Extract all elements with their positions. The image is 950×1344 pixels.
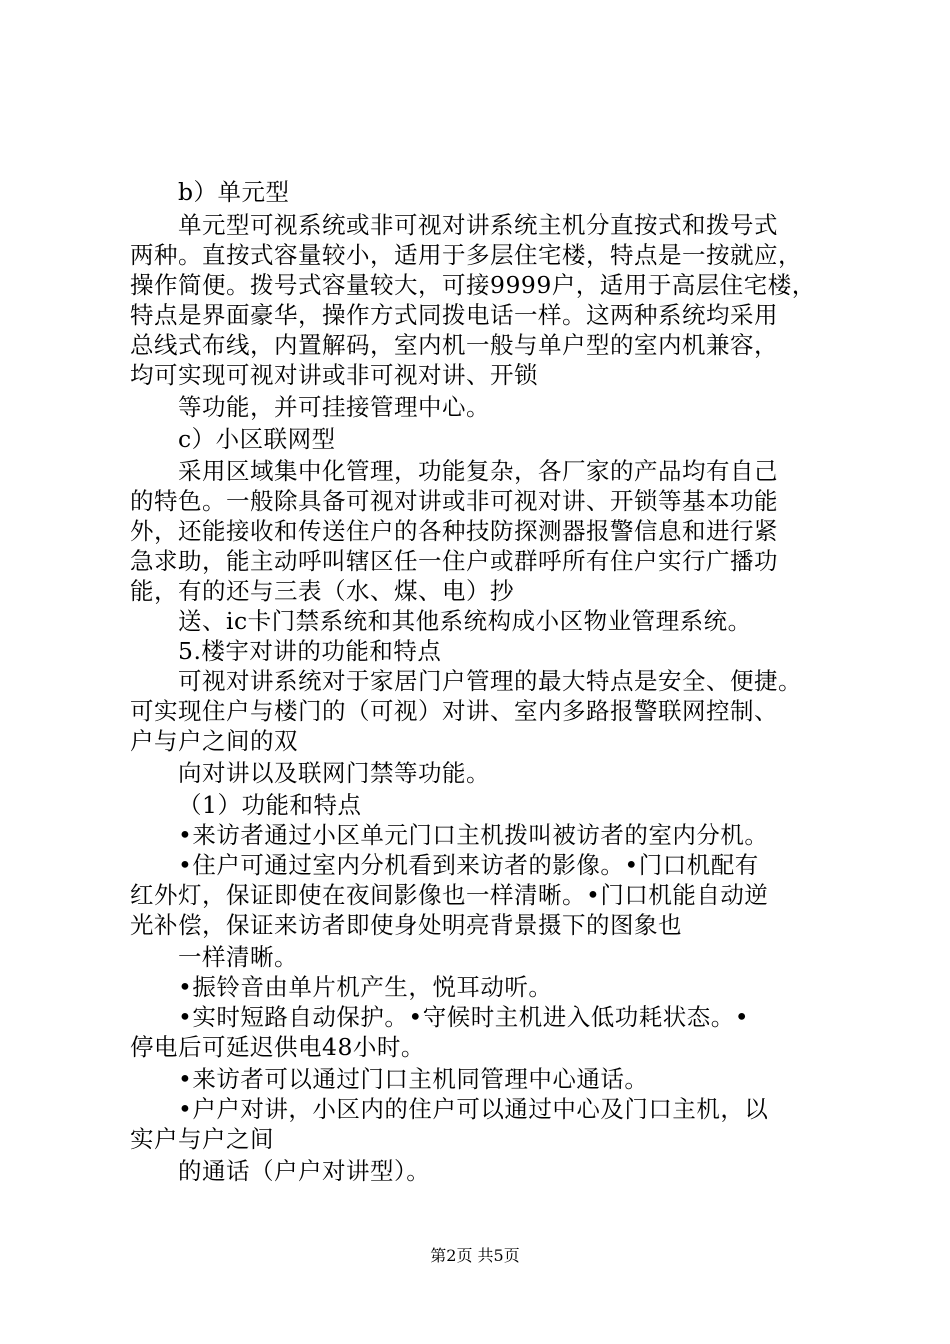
heading-unit-type: b）单元型 <box>178 178 290 206</box>
text-line: 单元型可视系统或非可视对讲系统主机分直按式和拨号式 <box>178 211 778 239</box>
text-line: 红外灯，保证即使在夜间影像也一样清晰。•门口机能自动逆 <box>130 881 769 909</box>
text-line: 送、ic卡门禁系统和其他系统构成小区物业管理系统。 <box>178 607 752 635</box>
text-line: 急求助，能主动呼叫辖区任一住户或群呼所有住户实行广播功 <box>130 547 778 575</box>
text-line: 停电后可延迟供电48小时。 <box>130 1033 425 1061</box>
page-footer: 第2页 共5页 <box>430 1246 520 1265</box>
text-line: 两种。直按式容量较小，适用于多层住宅楼，特点是一按就应， <box>130 241 802 269</box>
text-line: 的特色。一般除具备可视对讲或非可视对讲、开锁等基本功能 <box>130 487 778 515</box>
bullet-item: •来访者通过小区单元门口主机拨叫被访者的室内分机。 <box>178 821 769 849</box>
text-line: 户与户之间的双 <box>130 727 298 755</box>
bullet-item: •实时短路自动保护。•守候时主机进入低功耗状态。• <box>178 1003 750 1031</box>
bullet-item: •住户可通过室内分机看到来访者的影像。•门口机配有 <box>178 851 759 879</box>
text-line: 可视对讲系统对于家居门户管理的最大特点是安全、便捷。 <box>178 667 802 695</box>
text-line: 一样清晰。 <box>178 943 298 971</box>
text-line: 操作简便。拨号式容量较大，可接9999户，适用于高层住宅楼， <box>130 271 816 299</box>
text-line: 外，还能接收和传送住户的各种技防探测器报警信息和进行紧 <box>130 517 778 545</box>
text-line: 特点是界面豪华，操作方式同拨电话一样。这两种系统均采用 <box>130 301 778 329</box>
text-line: 的通话（户户对讲型）。 <box>178 1157 431 1185</box>
text-line: 可实现住户与楼门的（可视）对讲、室内多路报警联网控制、 <box>130 697 778 725</box>
text-line: 实户与户之间 <box>130 1125 274 1153</box>
heading-features: （1）功能和特点 <box>178 791 362 819</box>
text-line: 向对讲以及联网门禁等功能。 <box>178 759 490 787</box>
heading-community-network: c）小区联网型 <box>178 425 336 453</box>
heading-section-5: 5.楼宇对讲的功能和特点 <box>178 637 442 665</box>
text-line: 光补偿，保证来访者即使身处明亮背景摄下的图象也 <box>130 911 682 939</box>
bullet-item: •户户对讲，小区内的住户可以通过中心及门口主机，以 <box>178 1095 769 1123</box>
text-line: 能，有的还与三表（水、煤、电）抄 <box>130 577 514 605</box>
bullet-item: •振铃音由单片机产生，悦耳动听。 <box>178 973 553 1001</box>
text-line: 等功能，并可挂接管理中心。 <box>178 393 490 421</box>
text-line: 采用区域集中化管理，功能复杂，各厂家的产品均有自己 <box>178 457 778 485</box>
text-line: 均可实现可视对讲或非可视对讲、开锁 <box>130 361 538 389</box>
bullet-item: •来访者可以通过门口主机同管理中心通话。 <box>178 1065 649 1093</box>
text-line: 总线式布线，内置解码，室内机一般与单户型的室内机兼容， <box>130 331 778 359</box>
